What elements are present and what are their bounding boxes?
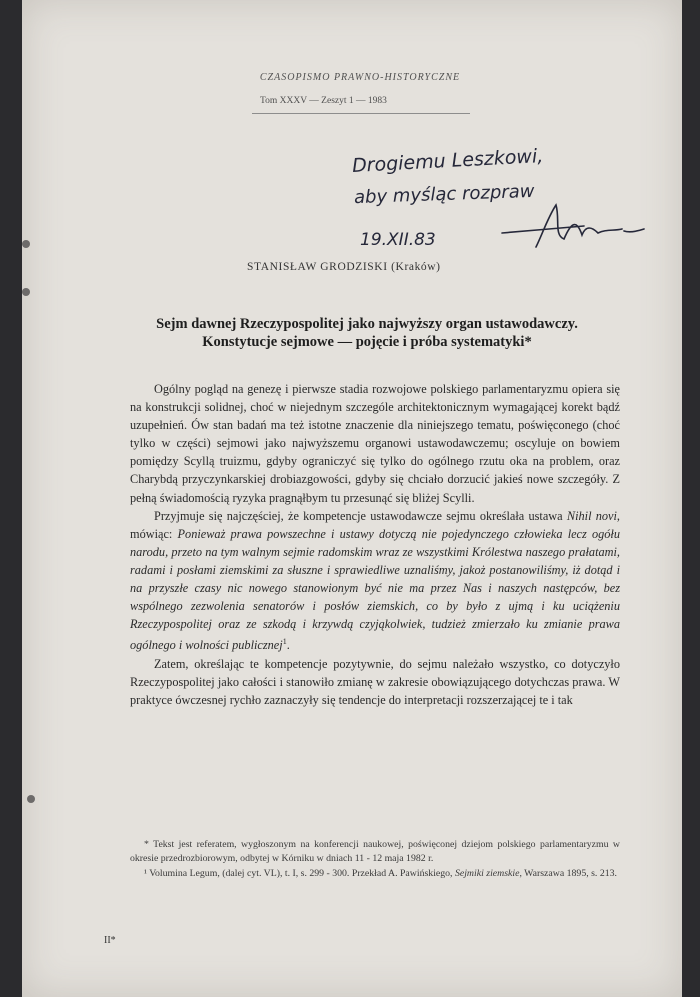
handwritten-dedication-line1: Drogiemu Leszkowi, [351, 145, 544, 177]
staple-hole [22, 240, 30, 248]
paragraph-2: Przyjmuje się najczęściej, że kompetencje ustawodawcze sejmu określała ustawa Nihil novi, mówiąc: Ponieważ prawa powszechne i ustawy dotyczą nie pojedynczego człowieka lecz ogółu narodu, przeto na tym walnym sejmie radomskim wraz ze wszystkimi Królestwa naszego prałatami, radami i posłami ziemskimi za słuszne i sprawiedliwe uznaliśmy, jakoż postanowiliśmy, iż dotąd i na przyszłe czasy nic nowego stanowionym być nie ma przez Nas i naszych następców, bez wspólnego zezwolenia senatorów i posłów ziemskich, co by było z ujmą i ku uciążeniu Rzeczypospolitej oraz ze szkodą i krzywdą czyjąkolwiek, tudzież zmierzało ku zmianie prawa ogólnego i wolności publicznej$^1$. [130, 508, 620, 653]
author-line: STANISŁAW GRODZISKI (Kraków) [247, 261, 441, 273]
handwritten-dedication-line2: aby myśląc rozpraw [353, 180, 535, 209]
signature-icon [498, 195, 648, 255]
document-page [22, 0, 682, 997]
footnotes [130, 838, 620, 881]
article-title [102, 315, 632, 351]
paragraph-1: Ogólny pogląd na genezę i pierwsze stadia rozwojowe polskiego parlamentaryzmu opiera się na konstrukcji solidnej, choć w niejednym szczególe architektonicznym wymagającej korekt bądź uzupełnień. Ów stan badań ma też istotne znaczenie dla niniejszego tematu, poświęconego (choć tylko w części) sejmowi jako najwyższemu organowi ustawodawczemu; oscyluje on bowiem pomiędzy Scyllą truizmu, gdyby ograniczyć się tylko do ogólnego rzutu oka na problem, oraz Charybdą przyczynkarskiej drobiazgowości, gdyby się chciało dorzucić jakieś nowe szczegóły. Z pełną świadomością ryzyka pragnąłbym tu przesunąć się bliżej Scylli. [130, 382, 620, 505]
journal-name: CZASOPISMO PRAWNO-HISTORYCZNE [259, 72, 461, 83]
footnote-ref: 1 [282, 637, 287, 647]
staple-hole [22, 288, 30, 296]
header-rule [252, 113, 470, 114]
page-number: II* [104, 935, 116, 946]
article-title-line1: Sejm dawnej Rzeczypospolitej jako najwyższy organ ustawodawczy. [156, 316, 578, 332]
paragraph-3: Zatem, określając te kompetencje pozytywnie, do sejmu należało wszystko, co dotyczyło Rzeczypospolitej jako całości i stanowiło zmianę w zakresie obowiązującego dotychczas prawa. W praktyce ówczesnej rychło zaznaczyły się tendencje do interpretacji rozszerzającej te i tak [130, 656, 620, 707]
issue-info: Tom XXXV — Zeszyt 1 — 1983 [260, 96, 387, 106]
footnote-1: * Tekst jest referatem, wygłoszonym na konferencji naukowej, poświęconej dziejom polskiego parlamentaryzmu w okresie przedrozbiorowym, odbytej w Kórniku w dniach 11 - 12 maja 1982 r. [130, 839, 620, 865]
article-title-line2: Konstytucje sejmowe — pojęcie i próba systematyki* [202, 334, 532, 350]
handwritten-date: 19.XII.83 [360, 230, 436, 250]
staple-hole [27, 795, 35, 803]
footnote-2: ¹ Volumina Legum, (dalej cyt. VL), t. I, s. 299 - 300. Przekład A. Pawińskiego, Sejmiki ziemskie, Warszawa 1895, s. 213. [144, 867, 617, 879]
statute-quote: Ponieważ prawa powszechne i ustawy dotyczą nie pojedynczego człowieka lecz ogółu narodu, przeto na tym walnym sejmie radomskim wraz ze wszystkimi Królestwa naszego prałatami, radami i posłami ziemskimi za słuszne i sprawiedliwe uznaliśmy, jakoż postanowiliśmy, iż dotąd i na przyszłe czasy nic nowego stanowionym być nie ma przez Nas i naszych następców, bez wspólnego zezwolenia senatorów i posłów ziemskich, co by było z ujmą i ku uciążeniu Rzeczypospolitej oraz ze szkodą i krzywdą czyjąkolwiek, tudzież zmierzało ku zmianie prawa ogólnego i wolności publicznej [130, 526, 620, 653]
article-body [130, 380, 620, 709]
